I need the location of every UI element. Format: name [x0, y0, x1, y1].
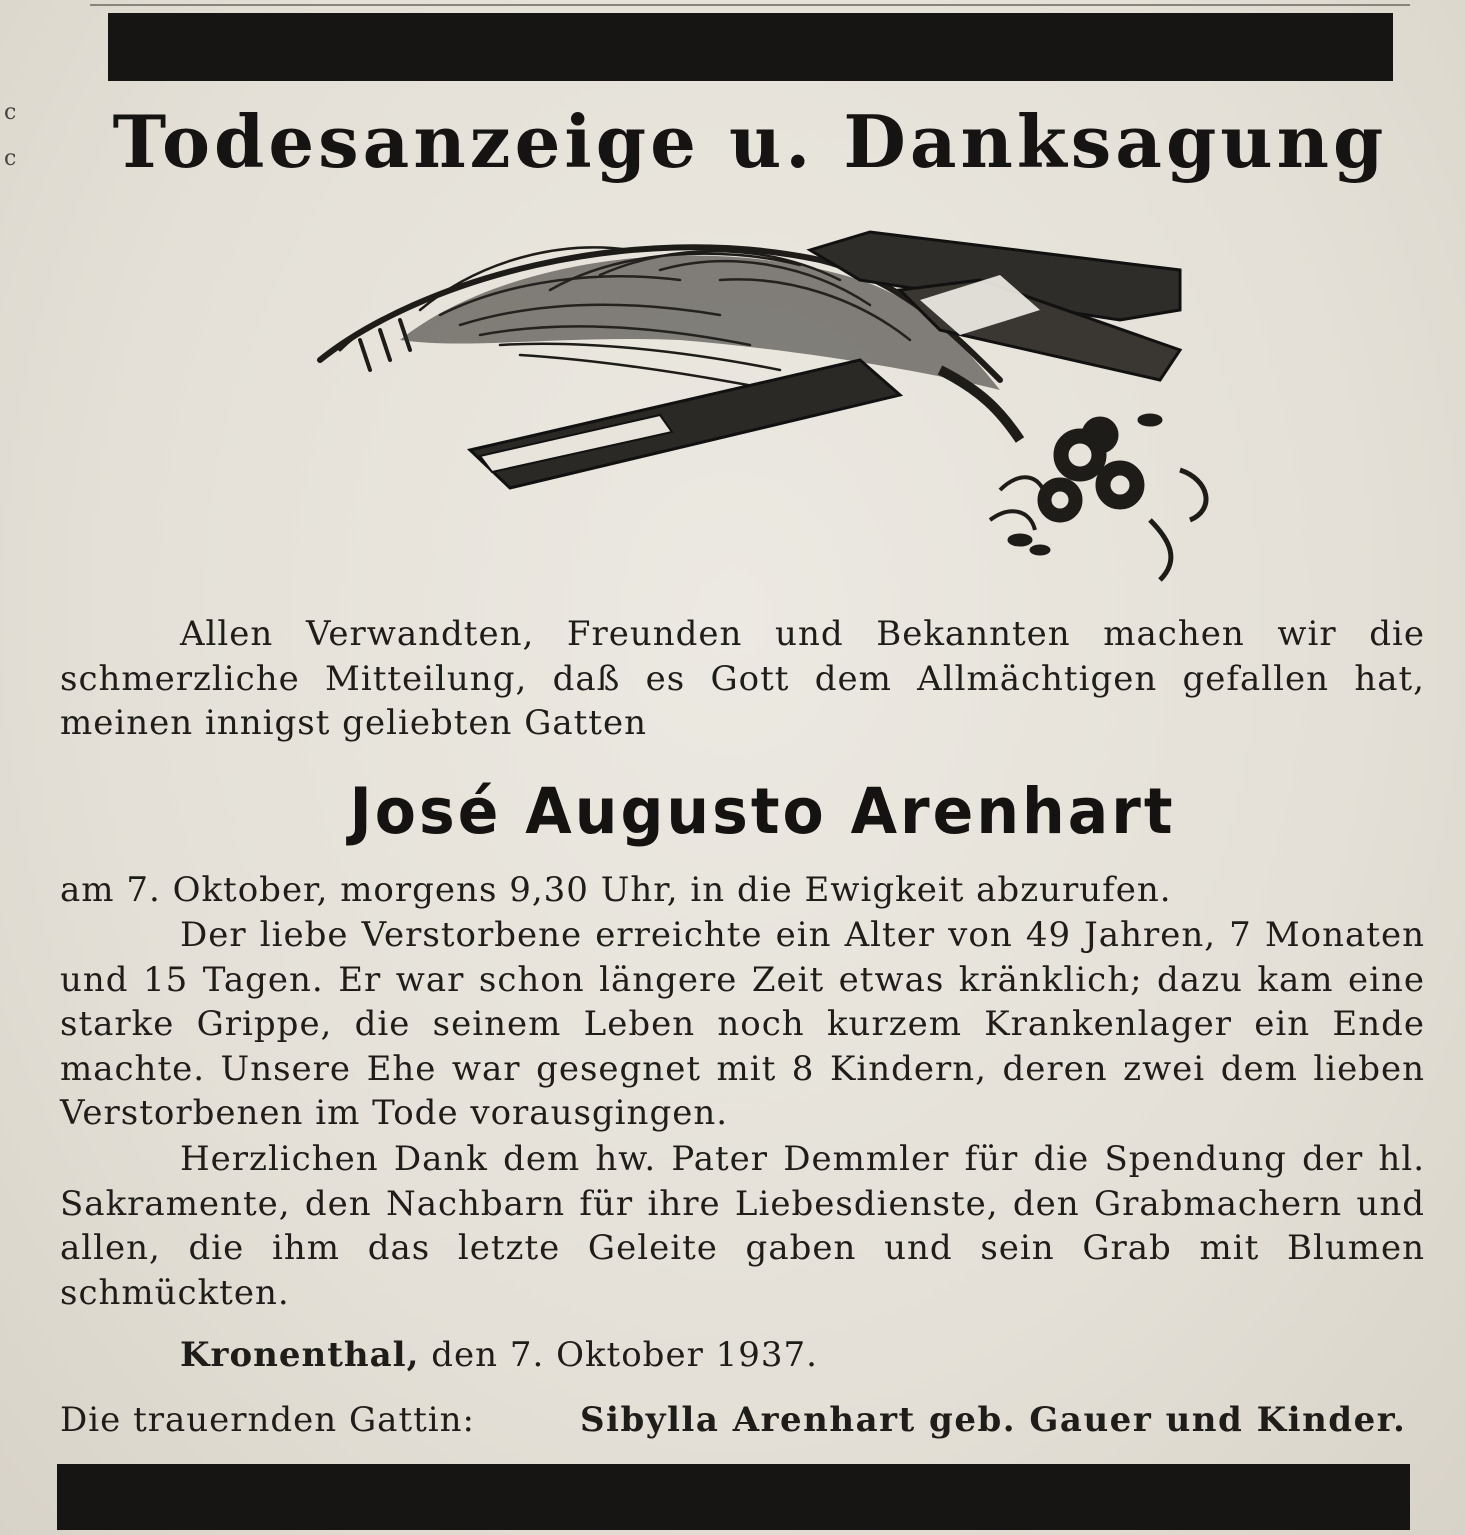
mourners-names: Sibylla Arenhart geb. Gauer und Kinder. [580, 1400, 1407, 1440]
cross-palm-roses-icon [300, 220, 1230, 600]
notice-title: Todesanzeige u. Danksagung [112, 99, 1388, 184]
place: Kronenthal, [180, 1335, 420, 1375]
roses-icon [990, 414, 1206, 580]
death-line: am 7. Oktober, morgens 9,30 Uhr, in die Ewigkeit abzurufen. [60, 870, 1172, 910]
deceased-name: José Augusto Arenhart [349, 775, 1176, 849]
signoff-line [60, 1398, 1420, 1442]
bottom-black-bar [57, 1464, 1410, 1530]
top-black-bar [108, 13, 1393, 81]
top-rule [90, 4, 1410, 6]
details-paragraph: Der liebe Verstorbene erreichte ein Alter von 49 Jahren, 7 Monaten und 15 Tagen. Er war schon längere Zeit etwas kränklich; dazu kam eine starke Grippe, die seinem Leben noch kurzem Krankenlager ein Ende machte. Unsere Ehe war gesegnet mit 8 Kindern, deren zwei dem lieben Verstorbenen im Tode vorausgingen. [60, 915, 1425, 1133]
mourners-label: Die trauernden Gattin: [60, 1400, 475, 1440]
place-date-line [180, 1333, 818, 1377]
thanks-paragraph: Herzlichen Dank dem hw. Pater Demmler für die Spendung der hl. Sakramente, den Nachbarn für ihre Liebesdienste, den Grabmachern und allen, die ihm das letzte Geleite gaben und sein Grab mit Blumen schmückten. [60, 1139, 1425, 1313]
date: den 7. Oktober 1937. [431, 1335, 818, 1375]
margin-marks: c c [4, 100, 17, 171]
intro-paragraph: Allen Verwandten, Freunden und Bekannten machen wir die schmerzliche Mitteilung, daß es Gott dem Allmächtigen gefallen hat, meinen innigst geliebten Gatten [60, 614, 1425, 743]
